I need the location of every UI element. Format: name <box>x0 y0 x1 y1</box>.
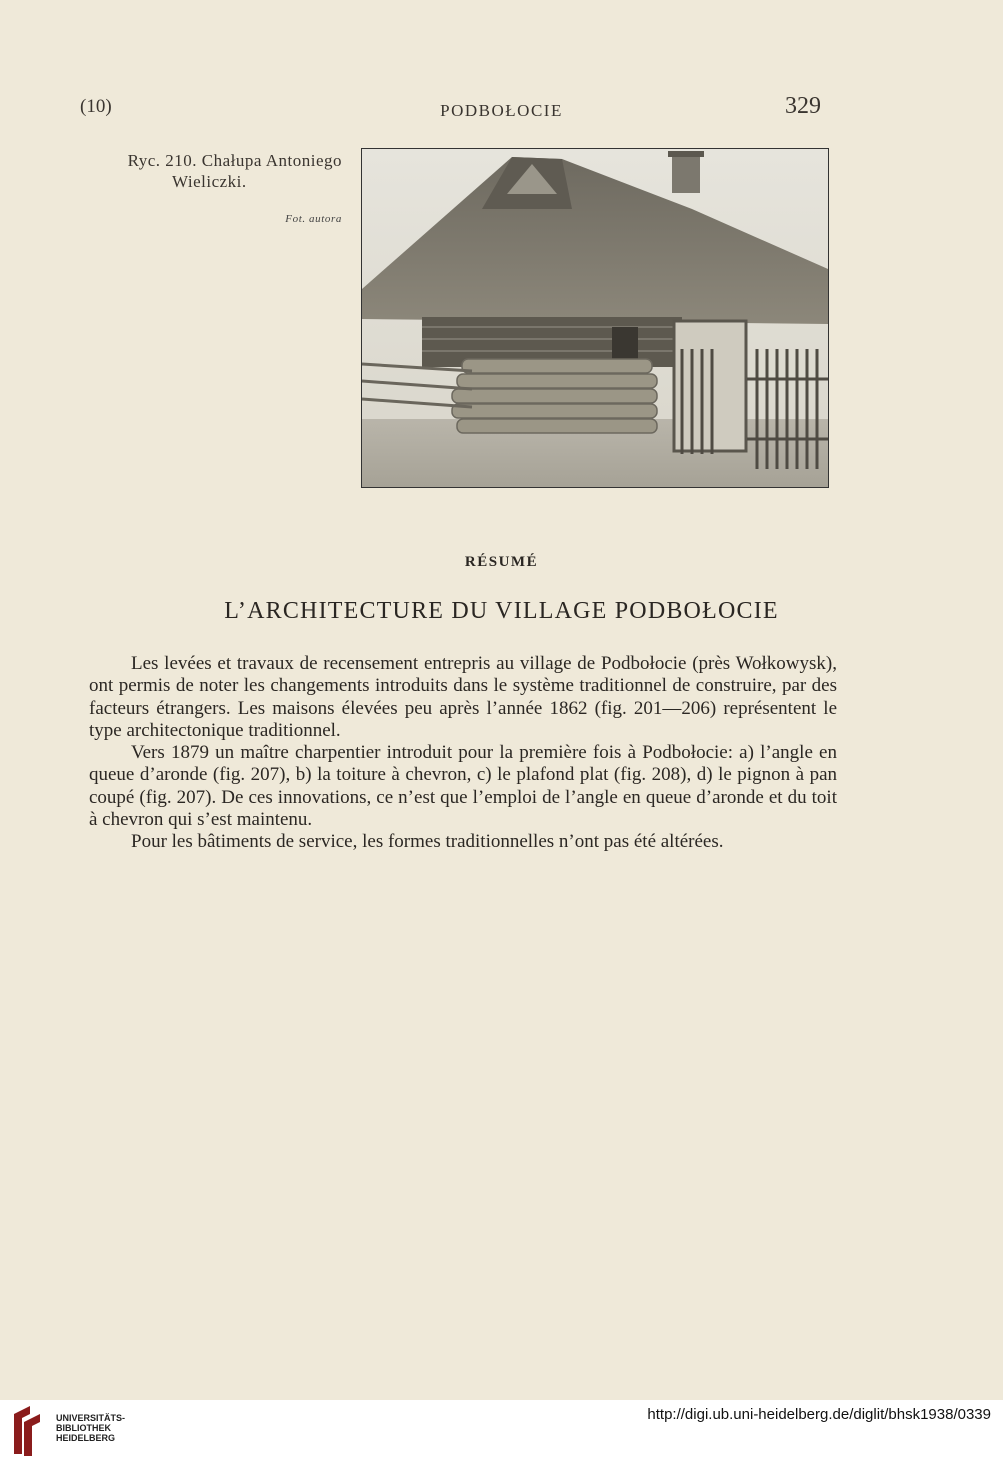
source-url-link[interactable]: http://digi.ub.uni-heidelberg.de/diglit/bhsk1938/0339 <box>647 1406 991 1423</box>
library-name-line3: HEIDELBERG <box>56 1433 116 1443</box>
university-library-logo-icon <box>10 1404 44 1458</box>
photo-credit: Fot. autora <box>285 213 342 225</box>
figure-caption-line2: Wieliczki. <box>172 172 247 191</box>
library-name-line1: UNIVERSITÄTS- <box>56 1413 126 1423</box>
figure-photo-thatched-cottage <box>361 148 829 488</box>
resume-paragraph-3: Pour les bâtiments de service, les formes traditionnelles n’ont pas été altérées. <box>131 831 724 853</box>
library-name-line2: BIBLIOTHEK <box>56 1423 111 1433</box>
resume-paragraph-1: Les levées et travaux de recensement entrepris au village de Podbołocie (près Wołkowysk), ont permis de noter les changements introduits dans le système traditionnel de construire, par des facteurs étrangers. Les maisons élevées peu après l’année 1862 (fig. 201—206) représentent le type architectonique traditionnel. <box>89 653 837 741</box>
resume-heading: RÉSUMÉ <box>464 554 539 570</box>
resume-paragraph-2: Vers 1879 un maître charpentier introduit pour la première fois à Podbołocie: a) l’angle en queue d’aronde (fig. 207), b) la toiture à chevron, c) le plafond plat (fig. 208), d) le pignon à pan coupé (fig. 207). De ces innovations, ce n’est que l’emploi de l’angle en queue d’aronde et du toit à chevron qui s’est maintenu. <box>89 742 837 831</box>
running-header: PODBOŁOCIE <box>440 101 563 120</box>
resume-title: L’ARCHITECTURE DU VILLAGE PODBOŁOCIE <box>224 598 779 624</box>
library-name <box>56 1413 125 1443</box>
resume-body <box>89 653 837 854</box>
page-number: 329 <box>785 93 821 119</box>
figure-caption-line1: Ryc. 210. Chałupa Antoniego <box>127 151 342 170</box>
header-section-number: (10) <box>80 96 112 117</box>
figure-caption <box>80 150 342 192</box>
